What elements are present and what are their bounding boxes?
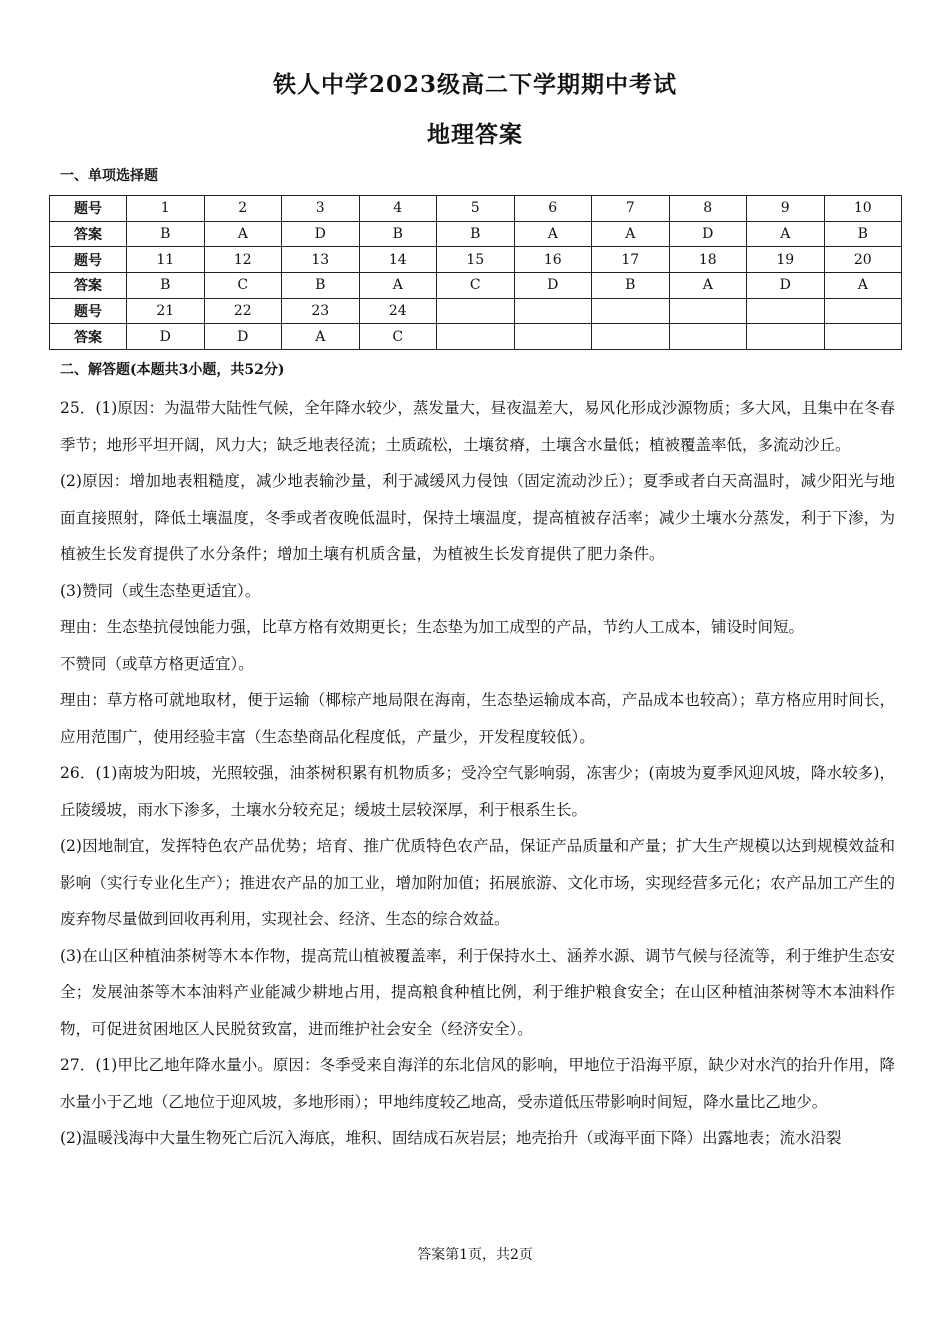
question-number-cell: 19	[747, 247, 825, 273]
question-number-cell	[514, 298, 592, 324]
answer-cell: A	[204, 221, 282, 247]
question-number-cell: 5	[437, 196, 515, 222]
answer-cell: C	[359, 324, 437, 350]
question-number-cell: 10	[824, 196, 902, 222]
answer-cell: B	[359, 221, 437, 247]
question-number-label: 题号	[50, 247, 127, 273]
page-footer: 答案第1页，共2页	[417, 1247, 533, 1263]
answer-subtitle: 地理答案	[427, 121, 523, 148]
question-number-cell: 6	[514, 196, 592, 222]
question-number-cell: 21	[127, 298, 205, 324]
paragraph: (2)因地制宜，发挥特色农产品优势；培育、推广优质特色农产品，保证产品质量和产量；扩大生产规模以达到规模效益和影响（实行专业化生产）；推进农产品的加工业，增加附加值；拓展旅游、文化市场，实现经营多元化；农产品加工产生的废弃物尽量做到回收再利用，实现社会、经济、生态的综合效益。	[60, 837, 895, 928]
question-number-cell: 14	[359, 247, 437, 273]
answer-cell: B	[437, 221, 515, 247]
answer-cell	[824, 324, 902, 350]
question-number-cell: 12	[204, 247, 282, 273]
question-number-cell: 11	[127, 247, 205, 273]
answer-table	[49, 195, 902, 350]
answer-cell: D	[282, 221, 360, 247]
question-number-cell: 22	[204, 298, 282, 324]
answer-cell: B	[282, 273, 360, 299]
answer-cell: D	[204, 324, 282, 350]
paragraph: 不赞同（或草方格更适宜）。	[60, 654, 254, 673]
answer-cell: B	[824, 221, 902, 247]
question-number-label: 题号	[50, 298, 127, 324]
paragraph: 27．(1)甲比乙地年降水量小。原因：冬季受来自海洋的东北信风的影响，甲地位于沿海平原，缺少对水汽的抬升作用，降水量小于乙地（乙地位于迎风坡，多地形雨）；甲地纬度较乙地高，受赤道低压带影响时间短，降水量比乙地少。	[60, 1056, 895, 1111]
paragraph: 26．(1)南坡为阳坡，光照较强，油茶树积累有机物质多；受冷空气影响弱，冻害少；(南坡为夏季风迎风坡，降水较多)，丘陵缓坡，雨水下渗多，土壤水分较充足；缓坡土层较深厚，利于根系生长。	[60, 764, 895, 819]
answer-cell: A	[747, 221, 825, 247]
question-number-cell: 16	[514, 247, 592, 273]
question-number-cell: 2	[204, 196, 282, 222]
answer-cell: D	[514, 273, 592, 299]
answer-label: 答案	[50, 273, 127, 299]
answer-cell: B	[127, 273, 205, 299]
answer-cell	[669, 324, 747, 350]
paragraph: 理由：草方格可就地取材，便于运输（椰棕产地局限在海南，生态垫运输成本高，产品成本也较高）；草方格应用时间长，应用范围广，使用经验丰富（生态垫商品化程度低，产量少，开发程度较低）。	[60, 691, 895, 746]
question-number-cell: 9	[747, 196, 825, 222]
question-number-cell: 23	[282, 298, 360, 324]
question-number-cell	[669, 298, 747, 324]
question-number-cell: 4	[359, 196, 437, 222]
answer-cell: B	[127, 221, 205, 247]
question-number-cell: 8	[669, 196, 747, 222]
answer-body	[60, 390, 895, 1157]
answer-row	[50, 273, 902, 299]
question-number-cell: 17	[592, 247, 670, 273]
answer-cell: A	[514, 221, 592, 247]
answer-label: 答案	[50, 221, 127, 247]
question-number-cell: 1	[127, 196, 205, 222]
section-heading-choice: 一、单项选择题	[60, 168, 158, 184]
question-number-cell: 15	[437, 247, 515, 273]
answer-row	[50, 324, 902, 350]
answer-cell: C	[204, 273, 282, 299]
paragraph: (2)温暖浅海中大量生物死亡后沉入海底，堆积、固结成石灰岩层；地壳抬升（或海平面下降）出露地表；流水沿裂	[60, 1129, 842, 1147]
question-number-cell: 3	[282, 196, 360, 222]
question-number-cell: 18	[669, 247, 747, 273]
answer-cell: B	[592, 273, 670, 299]
paragraph: (2)原因：增加地表粗糙度，减少地表输沙量，利于减缓风力侵蚀（固定流动沙丘）；夏季或者白天高温时，减少阳光与地面直接照射，降低土壤温度，冬季或者夜晚低温时，保持土壤温度，提高植被存活率；减少土壤水分蒸发，利于下渗，为植被生长发育提供了水分条件；增加土壤有机质含量，为植被生长发育提供了肥力条件。	[60, 472, 895, 563]
question-number-cell	[437, 298, 515, 324]
paragraph: 25．(1)原因：为温带大陆性气候，全年降水较少，蒸发量大，昼夜温差大，易风化形成沙源物质；多大风，且集中在冬春季节；地形平坦开阔，风力大；缺乏地表径流；土质疏松，土壤贫瘠，土壤含水量低；植被覆盖率低，多流动沙丘。	[60, 399, 895, 454]
answer-cell: C	[437, 273, 515, 299]
answer-cell: D	[669, 221, 747, 247]
answer-cell: D	[747, 273, 825, 299]
answer-label: 答案	[50, 324, 127, 350]
answer-cell: A	[282, 324, 360, 350]
question-number-cell	[592, 298, 670, 324]
answer-cell: A	[669, 273, 747, 299]
paragraph: (3)在山区种植油茶树等木本作物，提高荒山植被覆盖率，利于保持水土、涵养水源、调节气候与径流等，利于维护生态安全；发展油茶等木本油料产业能减少耕地占用，提高粮食种植比例，利于维护粮食安全；在山区种植油茶树等木本油料作物，可促进贫困地区人民脱贫致富，进而维护社会安全（经济安全）。	[60, 946, 895, 1038]
question-number-cell: 13	[282, 247, 360, 273]
question-number-cell: 24	[359, 298, 437, 324]
answer-cell: A	[824, 273, 902, 299]
question-number-cell	[824, 298, 902, 324]
answer-cell	[592, 324, 670, 350]
question-number-cell: 7	[592, 196, 670, 222]
question-number-cell: 20	[824, 247, 902, 273]
paragraph: (3)赞同（或生态垫更适宜）。	[60, 581, 261, 600]
question-number-cell	[747, 298, 825, 324]
answer-cell: D	[127, 324, 205, 350]
question-row	[50, 298, 902, 324]
answer-cell	[747, 324, 825, 350]
paragraph: 理由：生态垫抗侵蚀能力强，比草方格有效期更长；生态垫为加工成型的产品，节约人工成本，铺设时间短。	[60, 618, 805, 636]
exam-title: 铁人中学2023级高二下学期期中考试	[272, 71, 677, 98]
question-row	[50, 196, 902, 222]
answer-cell: A	[359, 273, 437, 299]
section-heading-essay: 二、解答题(本题共3小题，共52分)	[60, 362, 285, 378]
answer-cell	[514, 324, 592, 350]
answer-row	[50, 221, 902, 247]
answer-cell	[437, 324, 515, 350]
question-row	[50, 247, 902, 273]
question-number-label: 题号	[50, 196, 127, 222]
answer-cell: A	[592, 221, 670, 247]
